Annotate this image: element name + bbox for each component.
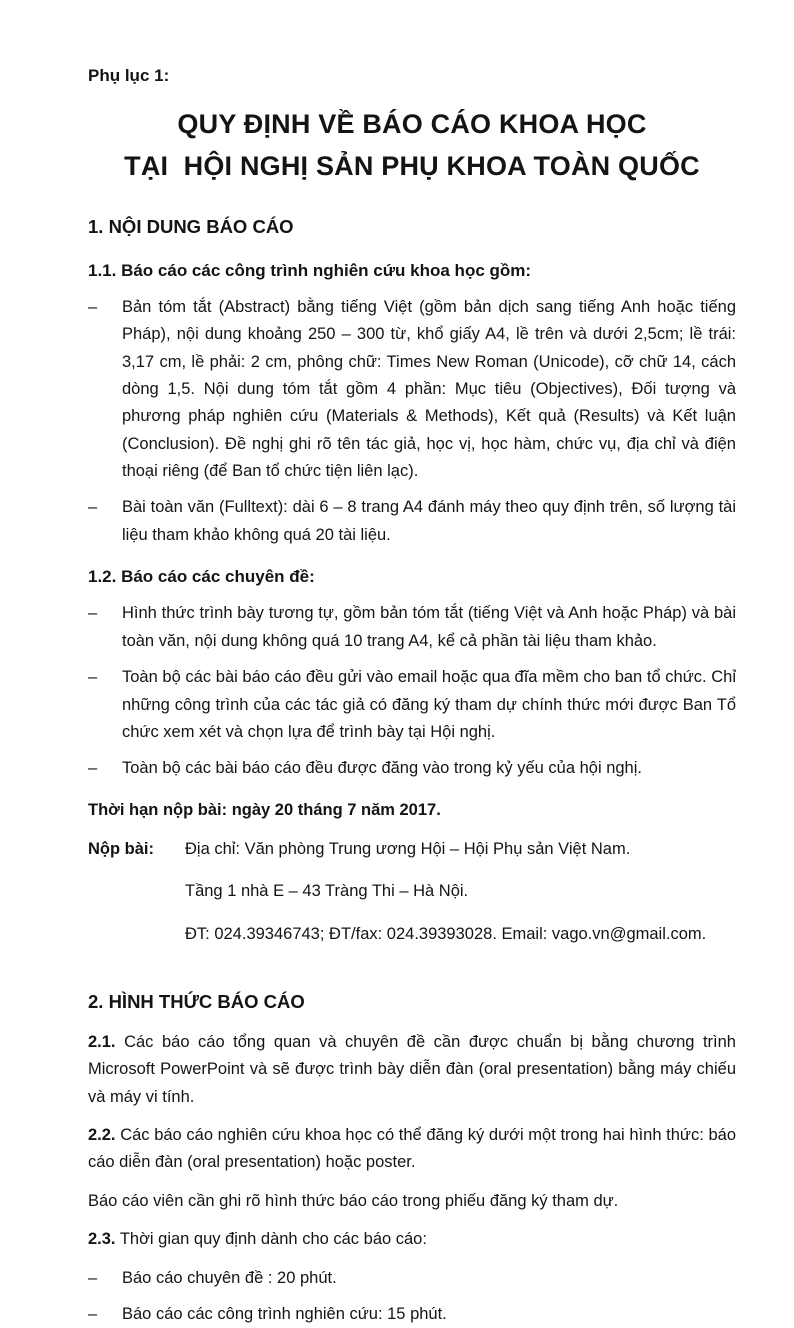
paragraph-2-1 — [88, 1029, 736, 1111]
paragraph-2-2 — [88, 1122, 736, 1177]
submission-deadline: Thời hạn nộp bài: ngày 20 tháng 7 năm 2017. — [88, 800, 441, 819]
appendix-label: Phụ lục 1: — [88, 66, 170, 85]
bullet-dash: – — [88, 604, 98, 623]
section-2-heading: 2. HÌNH THỨC BÁO CÁO — [88, 991, 305, 1013]
list-item — [88, 664, 736, 746]
paragraph-2-2-number: 2.2. — [88, 1126, 116, 1144]
submission-address: Địa chỉ: Văn phòng Trung ương Hội – Hội Phụ sản Việt Nam. — [185, 840, 631, 859]
list-item-text: Hình thức trình bày tương tự, gồm bản tóm tắt (tiếng Việt và Anh hoặc Pháp) và bài toàn văn, nội dung không quá 10 trang A4, kể cả phần tài liệu tham khảo. — [122, 604, 736, 650]
bullet-dash: – — [88, 1304, 98, 1323]
section-1-2-heading: 1.2. Báo cáo các chuyên đề: — [88, 567, 315, 587]
bullet-dash: – — [88, 668, 98, 687]
section-1-1-heading: 1.1. Báo cáo các công trình nghiên cứu khoa học gồm: — [88, 260, 532, 280]
submission-info — [88, 836, 736, 963]
list-item-text: Báo cáo các công trình nghiên cứu: 15 phút. — [122, 1304, 447, 1323]
list-item-text: Bài toàn văn (Fulltext): dài 6 – 8 trang A4 đánh máy theo quy định trên, số lượng tài liệu tham khảo không quá 20 tài liệu. — [122, 498, 736, 544]
paragraph-2-2-text: Các báo cáo nghiên cứu khoa học có thể đăng ký dưới một trong hai hình thức: báo cáo diễn đàn (oral presentation) hoặc poster. — [88, 1126, 736, 1172]
submission-lines — [185, 836, 736, 963]
paragraph-2-3-number: 2.3. — [88, 1230, 116, 1249]
bullet-dash: – — [88, 759, 98, 778]
paragraph-note: Báo cáo viên cần ghi rõ hình thức báo cáo trong phiếu đăng ký tham dự. — [88, 1191, 619, 1210]
list-item — [88, 294, 736, 486]
submission-contact: ĐT: 024.39346743; ĐT/fax: 024.39393028. Email: vago.vn@gmail.com. — [185, 924, 707, 943]
list-item-text: Toàn bộ các bài báo cáo đều được đăng vào trong kỷ yếu của hội nghị. — [122, 759, 642, 778]
list-item-text: Bản tóm tắt (Abstract) bằng tiếng Việt (gồm bản dịch sang tiếng Anh hoặc tiếng Pháp), nội dung khoảng 250 – 300 từ, khổ giấy A4, lề trên và dưới 2,5cm; lề trái: 3,17 cm, lề phải: 2 cm, phông chữ: Times New Roman (Unicode), cỡ chữ 14, cách dòng 1,5. Nội dung tóm tắt gồm 4 phần: Mục tiêu (Objectives), Đối tượng và phương pháp nghiên cứu (Materials & Methods), Kết quả (Results) và Kết luận (Conclusion). Đề nghị ghi rõ tên tác giả, học vị, học hàm, chức vụ, địa chỉ và điện thoại riêng (để Ban tổ chức tiện liên lạc). — [122, 297, 736, 481]
paragraph-2-1-number: 2.1. — [88, 1032, 116, 1051]
document-title-line1: QUY ĐỊNH VỀ BÁO CÁO KHOA HỌC — [177, 109, 647, 140]
bullet-dash: – — [88, 1268, 98, 1287]
list-item-text: Toàn bộ các bài báo cáo đều gửi vào email hoặc qua đĩa mềm cho ban tổ chức. Chỉ những công trình của các tác giả có đăng ký tham dự chính thức mới được Ban Tổ chức xem xét và chọn lựa để trình bày tại Hội nghị. — [122, 668, 736, 741]
submission-label: Nộp bài: — [88, 840, 154, 859]
paragraph-2-3-text: Thời gian quy định dành cho các báo cáo: — [119, 1230, 427, 1249]
paragraph-2-3 — [88, 1226, 736, 1253]
list-item — [88, 494, 736, 549]
paragraph-2-1-text: Các báo cáo tổng quan và chuyên đề cần được chuẩn bị bằng chương trình Microsoft PowerPoint và sẽ được trình bày diễn đàn (oral presentation) bằng máy chiếu và máy vi tính. — [88, 1032, 736, 1106]
list-item-text: Báo cáo chuyên đề : 20 phút. — [122, 1268, 337, 1287]
section-1-heading: 1. NỘI DUNG BÁO CÁO — [88, 215, 294, 237]
document-title-line2: TẠI HỘI NGHỊ SẢN PHỤ KHOA TOÀN QUỐC — [124, 151, 700, 182]
list-item — [88, 1301, 736, 1328]
bullet-dash: – — [88, 498, 98, 517]
submission-address-2: Tầng 1 nhà E – 43 Tràng Thi – Hà Nội. — [185, 882, 469, 901]
bullet-dash: – — [88, 297, 98, 316]
list-item — [88, 600, 736, 655]
list-item — [88, 755, 736, 782]
list-item — [88, 1265, 736, 1292]
